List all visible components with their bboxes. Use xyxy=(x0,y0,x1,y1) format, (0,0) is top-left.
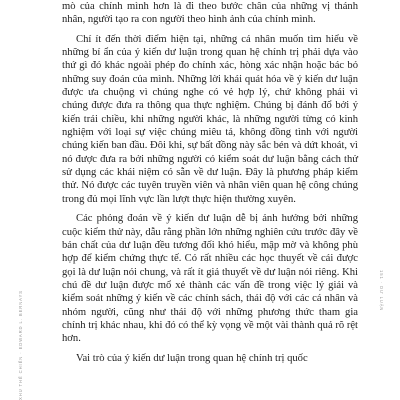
running-head-left: XHU THẾ CHIẾN · EDWARD L. BERNAYS xyxy=(18,290,23,400)
body-text xyxy=(62,0,358,365)
paragraph-continued: mò của chính mình hơn là đi theo bước chân của những vị thánh nhân, người tạo ra con người theo hình ảnh của chính mình. xyxy=(62,1,358,26)
paragraph: Chí ít đến thời điểm hiện tại, những cá nhân muốn tìm hiểu về những bí ẩn của ý kiến dư luận trong quan hệ chính trị phải dựa vào thứ gì đó khác ngoài phép đo chính xác, hòng xác nhận hoặc bác bỏ những suy đoán của mình. Những lời khái quát hóa về ý kiến dư luận được ưa chuộng vì chúng nghe có vẻ hợp lý, chứ không phải vì chúng được đưa ra thông qua thực nghiệm. Chúng bị đánh đổ bởi ý kiến trái chiều, khi những người khác, là những người từng có kinh nghiệm với loại sự việc chúng miêu tả, không đồng tình với người chúng kiến ban đầu. Đôi khi, sự bất đồng này sắc bén và dứt khoát, vì nó được đưa ra bởi những người có kiểm soát dư luận bằng cách thử sử dụng các khái niệm có sẵn về dư luận. Đây là phương pháp kiểm thử. Nó được các tuyên truyền viên và nhân viên quan hệ công chúng trong đủ mọi lĩnh vực lần lượt thực hiện thường xuyên. xyxy=(62,33,358,205)
running-head-right: 151 · DƯ LUẬN xyxy=(379,270,384,312)
paragraph: Vai trò của ý kiến dư luận trong quan hệ chính trị quốc xyxy=(76,352,308,364)
paragraph: Các phỏng đoán về ý kiến dư luận dễ bị ảnh hưởng bởi những cuộc kiểm thử này, dẫu rằng phần lớn những nghiên cứu trước đây về bản chất của dư luận đều tương đối khó hiểu, mập mờ và không phù hợp để kiểm chứng thực tế. Có rất nhiều các học thuyết về cái được gọi là dư luận nói chung, và rất ít giả thuyết về dư luận nói riêng. Khi chú đề dư luận được mổ xẻ thành các vấn đề trong việc lý giải và kiểm soát những ý kiến về các chính sách, thái độ với các cá nhân và nhóm người, cũng như thái độ với những phương thức tham gia chính trị khác nhau, khi đó có thể kỳ vọng về một vài thành quả rõ rệt hơn. xyxy=(62,213,358,345)
